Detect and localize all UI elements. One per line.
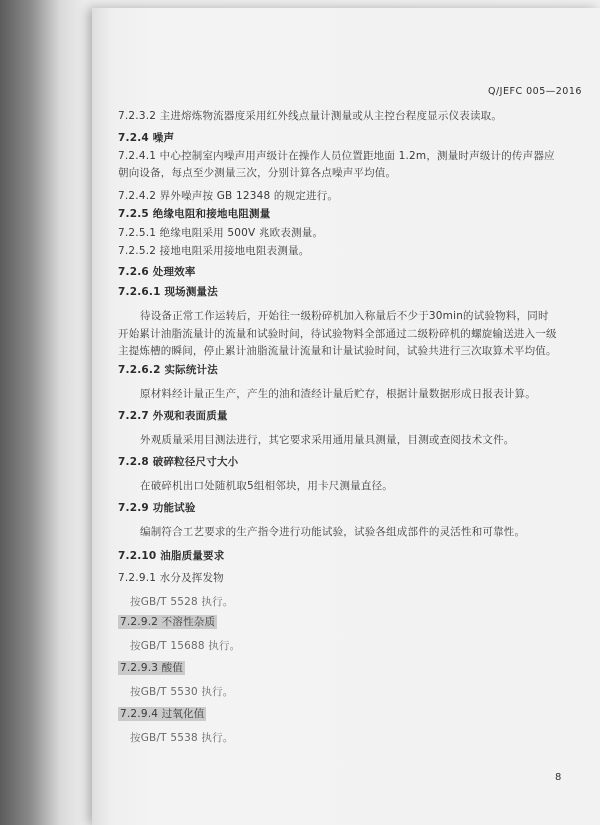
paragraph-7-2-8: 在破碎机出口处随机取5组相邻块，用卡尺测量直径。 — [140, 480, 393, 492]
heading-7-2-6-2: 7.2.6.2 实际统计法 — [118, 364, 218, 376]
page-number: 8 — [555, 772, 562, 783]
text-line-gb-5530: 按GB/T 5530 执行。 — [130, 686, 234, 698]
text-line-7-2-4-2: 7.2.4.2 界外噪声按 GB 12348 的规定进行。 — [118, 190, 339, 202]
text-line-7-2-3-2: 7.2.3.2 主进熔炼物流器度采用红外线点量计测量或从主控台程度显示仪表读取。 — [118, 110, 503, 122]
paragraph-7-2-6-1: 待设备正常工作运转后，开始往一级粉碎机加入称量后不少于30min的试验物料，同时开始累计油脂流量计的流量和试验时间，待试验物料全部通过二级粉碎机的螺旋输送进入一级主提炼槽的瞬间，停止累计油脂流量计流量和计量试验时间，试验共进行三次取算术平均值。 — [118, 310, 557, 357]
heading-7-2-7: 7.2.7 外观和表面质量 — [118, 410, 228, 422]
heading-7-2-5: 7.2.5 绝缘电阻和接地电阻测量 — [118, 208, 271, 220]
text-line-gb-5528: 按GB/T 5528 执行。 — [130, 596, 234, 608]
paragraph-7-2-6-2: 原材料经计量正生产，产生的油和渣经计量后贮存，根据计量数据形成日报表计算。 — [140, 388, 536, 400]
heading-7-2-9-2: 7.2.9.2 不溶性杂质 — [120, 616, 216, 628]
text-line-gb-5538: 按GB/T 5538 执行。 — [130, 732, 234, 744]
heading-7-2-9: 7.2.9 功能试验 — [118, 502, 196, 514]
text-line-7-2-5-1: 7.2.5.1 绝缘电阻采用 500V 兆欧表测量。 — [118, 227, 324, 239]
heading-7-2-9-1: 7.2.9.1 水分及挥发物 — [118, 572, 224, 584]
text-line-7-2-5-2: 7.2.5.2 接地电阻采用接地电阻表测量。 — [118, 245, 310, 257]
heading-7-2-6: 7.2.6 处理效率 — [118, 266, 196, 278]
heading-7-2-6-1: 7.2.6.1 现场测量法 — [118, 286, 218, 298]
heading-7-2-8: 7.2.8 破碎粒径尺寸大小 — [118, 456, 239, 468]
text-line-gb-15688: 按GB/T 15688 执行。 — [130, 640, 241, 652]
document-code: Q/JEFC 005—2016 — [488, 86, 582, 97]
heading-7-2-4: 7.2.4 噪声 — [118, 132, 175, 144]
heading-7-2-9-4: 7.2.9.4 过氧化值 — [120, 708, 205, 720]
paragraph-7-2-7: 外观质量采用目测法进行，其它要求采用通用量具测量，目测或查阅技术文件。 — [140, 434, 515, 446]
paragraph-7-2-9: 编制符合工艺要求的生产指令进行功能试验，试验各组成部件的灵活性和可靠性。 — [140, 526, 526, 538]
heading-7-2-10: 7.2.10 油脂质量要求 — [118, 550, 225, 562]
heading-7-2-9-3: 7.2.9.3 酸值 — [120, 662, 184, 674]
text-line-7-2-4-1: 7.2.4.1 中心控制室内噪声用声级计在操作人员位置距地面 1.2m，测量时声级计的传声器应朝向设备，每点至少测量三次，分别计算各点噪声平均值。 — [118, 150, 555, 179]
